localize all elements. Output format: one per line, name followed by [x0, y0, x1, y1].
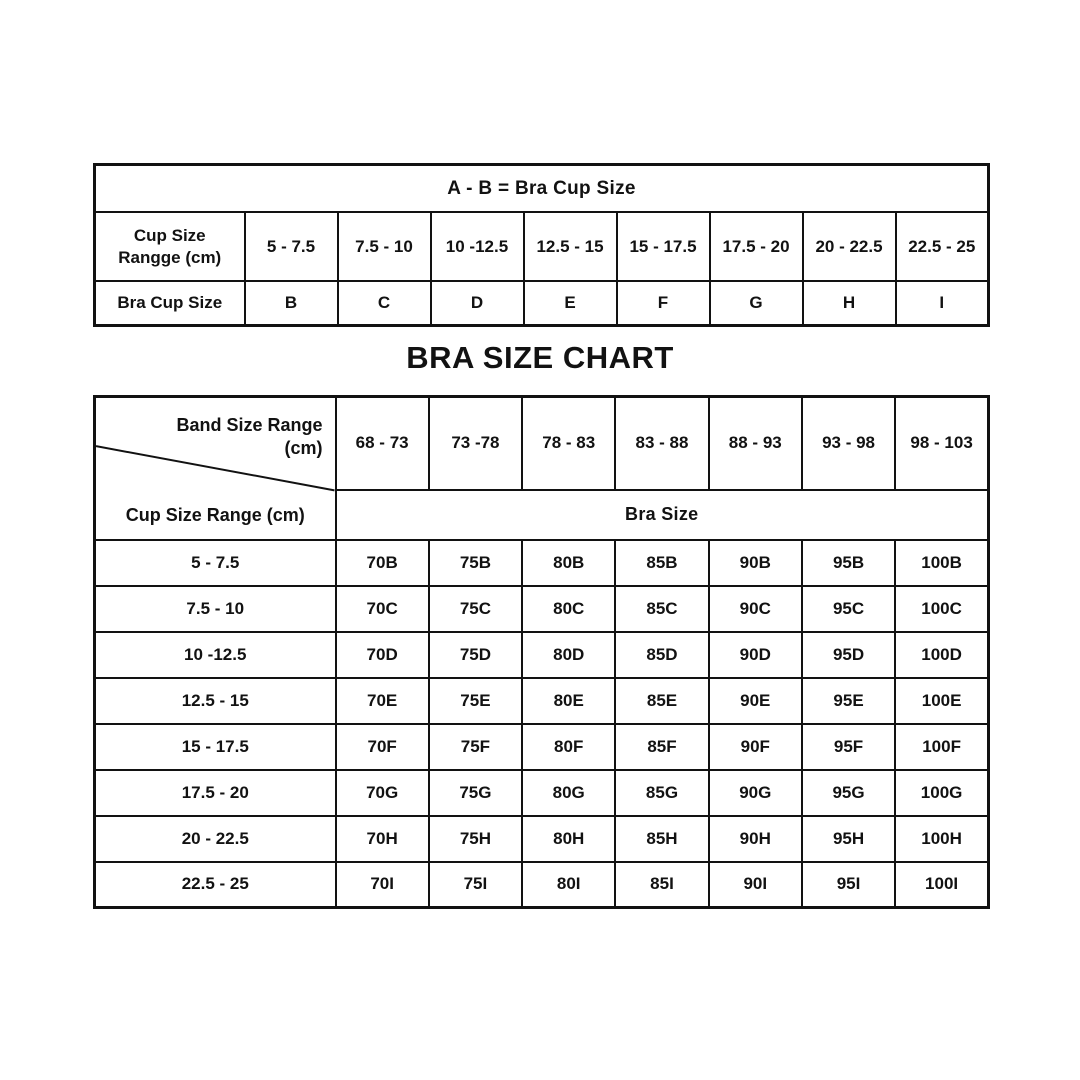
cup-range-value-cell: 10 -12.5 [431, 212, 524, 281]
bra-size-cell: 95D [802, 632, 895, 678]
page-title: BRA SIZE CHART [406, 340, 674, 375]
bra-size-table [93, 395, 990, 909]
bra-size-cell: 90F [709, 724, 802, 770]
bra-size-cell: 80H [522, 816, 615, 862]
band-range-header-cell: 83 - 88 [615, 397, 708, 490]
bra-cup-row [95, 281, 989, 325]
bra-size-cell: 75D [429, 632, 522, 678]
bra-cup-letter-cell: I [896, 281, 989, 325]
cup-range-value-cell: 7.5 - 10 [338, 212, 431, 281]
bra-size-cell: 100G [895, 770, 988, 816]
bra-size-cell: 80G [522, 770, 615, 816]
bra-size-cell: 75E [429, 678, 522, 724]
bra-size-cell: 75H [429, 816, 522, 862]
bra-size-cell: 80I [522, 862, 615, 908]
cup-range-row-header: 15 - 17.5 [95, 724, 336, 770]
bra-size-cell: 80E [522, 678, 615, 724]
bra-size-cell: 85I [615, 862, 708, 908]
cup-range-value-cell: 15 - 17.5 [617, 212, 710, 281]
cup-range-label-line1: Cup Size [133, 226, 206, 246]
size-row [95, 678, 989, 724]
bra-size-cell: 75C [429, 586, 522, 632]
bra-size-cell: 85E [615, 678, 708, 724]
bra-cup-letter-cell: E [524, 281, 617, 325]
bra-size-cell: 75F [429, 724, 522, 770]
bra-size-cell: 95E [802, 678, 895, 724]
diagonal-header-inner [96, 398, 335, 539]
bra-size-cell: 75B [429, 540, 522, 586]
bra-cup-letter-cell: C [338, 281, 431, 325]
size-row [95, 816, 989, 862]
bra-size-cell: 85G [615, 770, 708, 816]
cup-range-value-cell: 17.5 - 20 [710, 212, 803, 281]
cup-range-value-cell: 5 - 7.5 [245, 212, 338, 281]
bra-size-cell: 95B [802, 540, 895, 586]
diagonal-header-cell [95, 397, 336, 540]
bra-size-cell: 100B [895, 540, 988, 586]
bra-size-cell: 75I [429, 862, 522, 908]
band-range-header-cell: 78 - 83 [522, 397, 615, 490]
cup-table-title: A - B = Bra Cup Size [95, 165, 989, 213]
cup-range-row-header: 12.5 - 15 [95, 678, 336, 724]
bra-size-cell: 95F [802, 724, 895, 770]
bra-size-merged-label: Bra Size [336, 490, 989, 540]
bra-size-cell: 100C [895, 586, 988, 632]
bra-size-cell: 80D [522, 632, 615, 678]
bra-size-cell: 100E [895, 678, 988, 724]
bra-size-cell: 80F [522, 724, 615, 770]
bra-size-cell: 90G [709, 770, 802, 816]
bra-size-cell: 85B [615, 540, 708, 586]
cup-range-row-header: 22.5 - 25 [95, 862, 336, 908]
bra-size-cell: 95I [802, 862, 895, 908]
bra-size-cell: 80C [522, 586, 615, 632]
cup-range-value-cell: 20 - 22.5 [803, 212, 896, 281]
bra-size-cell: 90D [709, 632, 802, 678]
cup-table-title-row [95, 165, 989, 213]
band-range-header-cell: 73 -78 [429, 397, 522, 490]
bra-size-cell: 70C [336, 586, 429, 632]
bra-size-cell: 85H [615, 816, 708, 862]
bra-cup-letter-cell: B [245, 281, 338, 325]
size-row [95, 586, 989, 632]
bra-size-cell: 70I [336, 862, 429, 908]
bra-size-cell: 80B [522, 540, 615, 586]
cup-range-row-header: 10 -12.5 [95, 632, 336, 678]
cup-size-conversion-table [93, 163, 990, 327]
bra-size-cell: 85F [615, 724, 708, 770]
bra-size-cell: 90H [709, 816, 802, 862]
size-row [95, 862, 989, 908]
band-header-line2: (cm) [284, 438, 323, 459]
bra-size-cell: 70G [336, 770, 429, 816]
cup-range-row-header: 20 - 22.5 [95, 816, 336, 862]
band-header-line1: Band Size Range [176, 415, 323, 435]
cup-range-row [95, 212, 989, 281]
bra-cup-row-label: Bra Cup Size [95, 281, 245, 325]
cup-range-value-cell: 22.5 - 25 [896, 212, 989, 281]
size-rows-body [95, 540, 989, 908]
bra-size-cell: 90C [709, 586, 802, 632]
bra-size-cell: 75G [429, 770, 522, 816]
band-range-header-cell: 98 - 103 [895, 397, 988, 490]
band-size-header-row [95, 397, 989, 490]
bra-size-cell: 70F [336, 724, 429, 770]
band-range-header-cell: 88 - 93 [709, 397, 802, 490]
cup-range-row-header: 7.5 - 10 [95, 586, 336, 632]
bra-size-cell: 70E [336, 678, 429, 724]
cup-size-range-header: Cup Size Range (cm) [125, 504, 305, 525]
cup-range-row-label [95, 212, 245, 281]
band-size-range-header [176, 414, 322, 461]
cup-range-value-cell: 12.5 - 15 [524, 212, 617, 281]
bra-size-cell: 95C [802, 586, 895, 632]
bra-size-cell: 70B [336, 540, 429, 586]
band-range-header-cell: 68 - 73 [336, 397, 429, 490]
bra-size-cell: 90I [709, 862, 802, 908]
bra-size-cell: 85D [615, 632, 708, 678]
size-row [95, 770, 989, 816]
bra-cup-letter-cell: D [431, 281, 524, 325]
bra-size-cell: 100D [895, 632, 988, 678]
bra-size-cell: 95H [802, 816, 895, 862]
bra-size-cell: 100H [895, 816, 988, 862]
bra-size-cell: 90E [709, 678, 802, 724]
bra-cup-letter-cell: G [710, 281, 803, 325]
bra-size-cell: 90B [709, 540, 802, 586]
cup-range-row-header: 17.5 - 20 [95, 770, 336, 816]
bra-cup-letter-cell: H [803, 281, 896, 325]
bra-size-cell: 100I [895, 862, 988, 908]
band-range-header-cell: 93 - 98 [802, 397, 895, 490]
size-row [95, 632, 989, 678]
bra-cup-letter-cell: F [617, 281, 710, 325]
cup-range-label-line2: Rangge (cm) [118, 247, 222, 267]
bra-size-cell: 100F [895, 724, 988, 770]
bra-size-cell: 95G [802, 770, 895, 816]
cup-range-row-header: 5 - 7.5 [95, 540, 336, 586]
bra-size-cell: 70H [336, 816, 429, 862]
bra-size-cell: 70D [336, 632, 429, 678]
size-row [95, 724, 989, 770]
bra-size-cell: 85C [615, 586, 708, 632]
size-row [95, 540, 989, 586]
